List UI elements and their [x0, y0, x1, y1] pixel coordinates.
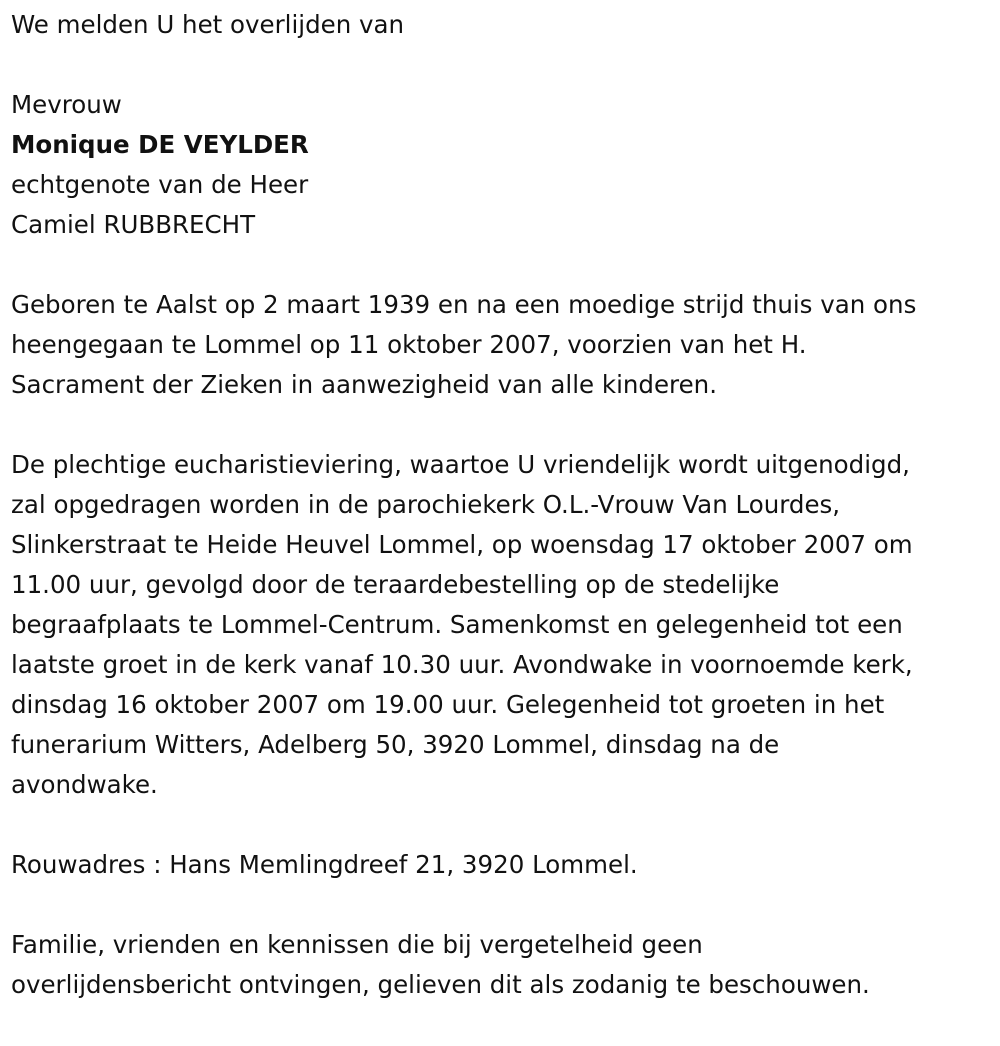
paragraph-line: De plechtige eucharistieviering, waartoe U vriendelijk wordt uitgenodigd,	[11, 450, 910, 479]
paragraph-line: 11.00 uur, gevolgd door de teraardebestelling op de stedelijke	[11, 570, 780, 599]
spacer	[11, 245, 1000, 285]
paragraph-line: funerarium Witters, Adelberg 50, 3920 Lommel, dinsdag na de	[11, 730, 780, 759]
paragraph-line: Slinkerstraat te Heide Heuvel Lommel, op woensdag 17 oktober 2007 om	[11, 530, 913, 559]
paragraph-line: avondwake.	[11, 770, 158, 799]
mourning-address: Rouwadres : Hans Memlingdreef 21, 3920 Lommel.	[11, 850, 638, 879]
spacer	[11, 45, 1000, 85]
spouse-name: Camiel RUBBRECHT	[11, 210, 256, 239]
paragraph-line: Geboren te Aalst op 2 maart 1939 en na een moedige strijd thuis van ons	[11, 290, 917, 319]
salutation-title: Mevrouw	[11, 90, 122, 119]
paragraph-line: Familie, vrienden en kennissen die bij vergetelheid geen	[11, 930, 703, 959]
spouse-intro: echtgenote van de Heer	[11, 170, 309, 199]
spacer	[11, 805, 1000, 845]
ceremony-paragraph	[11, 445, 1000, 805]
spacer	[11, 885, 1000, 925]
deceased-name: Monique DE VEYLDER	[11, 130, 309, 159]
spacer	[11, 405, 1000, 445]
paragraph-line: dinsdag 16 oktober 2007 om 19.00 uur. Gelegenheid tot groeten in het	[11, 690, 885, 719]
paragraph-line: laatste groet in de kerk vanaf 10.30 uur. Avondwake in voornoemde kerk,	[11, 650, 913, 679]
paragraph-line: Sacrament der Zieken in aanwezigheid van alle kinderen.	[11, 370, 717, 399]
paragraph-line: zal opgedragen worden in de parochiekerk O.L.-Vrouw Van Lourdes,	[11, 490, 841, 519]
paragraph-line: overlijdensbericht ontvingen, gelieven dit als zodanig te beschouwen.	[11, 970, 870, 999]
intro-text: We melden U het overlijden van	[11, 10, 405, 39]
closing-paragraph	[11, 925, 1000, 1005]
birth-paragraph	[11, 285, 1000, 405]
paragraph-line: begraafplaats te Lommel-Centrum. Samenkomst en gelegenheid tot een	[11, 610, 903, 639]
paragraph-line: heengegaan te Lommel op 11 oktober 2007, voorzien van het H.	[11, 330, 807, 359]
